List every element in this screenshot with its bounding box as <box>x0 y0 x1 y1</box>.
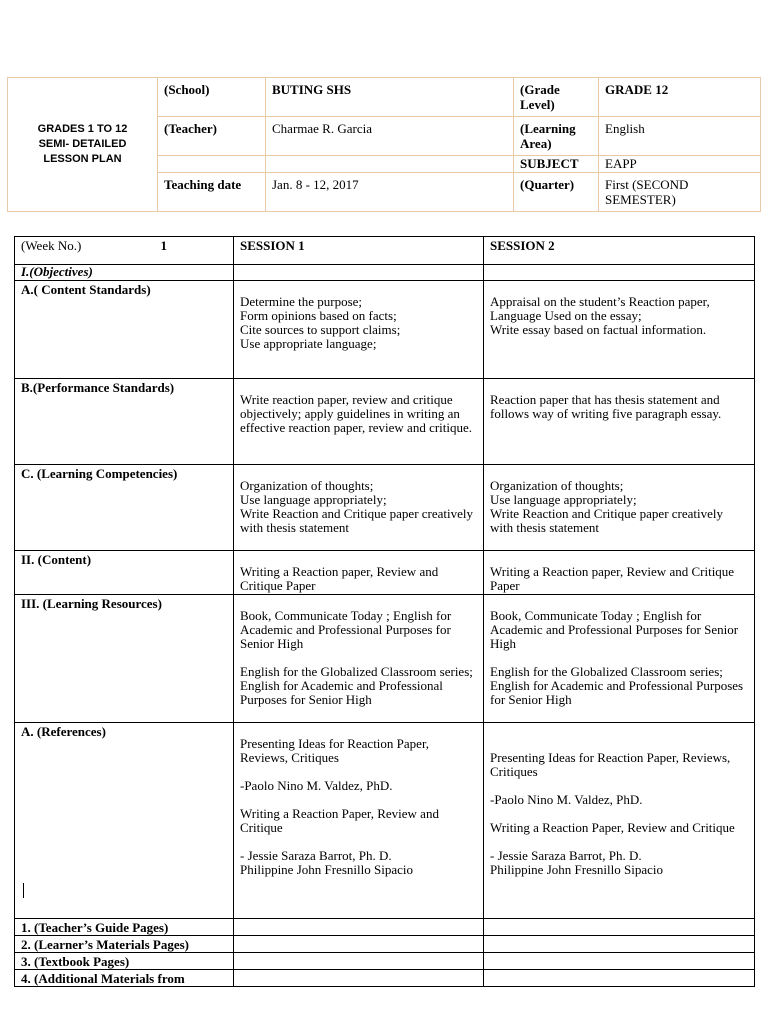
learning-area-label: (Learning Area) <box>514 117 599 156</box>
empty-cell <box>484 936 755 953</box>
text-line: Use language appropriately; <box>490 492 637 507</box>
text-line: Language Used on the essay; <box>490 308 642 323</box>
references-label-cell <box>15 723 234 919</box>
learning-area-value: English <box>599 117 761 156</box>
text-line: Appraisal on the student’s Reaction paper, <box>490 294 710 309</box>
references-label: A. (References) <box>21 724 106 739</box>
references-s1 <box>234 723 484 919</box>
reference-author: - Jessie Saraza Barrot, Ph. D. <box>240 848 392 863</box>
content-s2: Writing a Reaction paper, Review and Critique Paper <box>484 551 755 595</box>
content-s1: Writing a Reaction paper, Review and Critique Paper <box>234 551 484 595</box>
subject-value: EAPP <box>599 156 761 173</box>
content-label: II. (Content) <box>15 551 234 595</box>
learner-materials-label: 2. (Learner’s Materials Pages) <box>15 936 234 953</box>
school-label: (School) <box>158 78 266 117</box>
reference-author: - Jessie Saraza Barrot, Ph. D. <box>490 848 642 863</box>
teacher-guide-label: 1. (Teacher’s Guide Pages) <box>15 919 234 936</box>
resource-text: Book, Communicate Today ; English for Academic and Professional Purposes for Senior High <box>240 608 452 651</box>
resource-text: English for the Globalized Classroom series; English for Academic and Professional Purposes for Senior High <box>240 664 473 707</box>
objectives-label: I.(Objectives) <box>15 265 234 281</box>
empty-cell <box>234 970 484 987</box>
resource-text: English for the Globalized Classroom series; English for Academic and Professional Purposes for Senior High <box>490 664 744 707</box>
text-line: Write Reaction and Critique paper creatively with thesis statement <box>240 506 474 535</box>
empty-cell <box>266 156 514 173</box>
textbook-label: 3. (Textbook Pages) <box>15 953 234 970</box>
teaching-date-label: Teaching date <box>158 173 266 212</box>
quarter-label: (Quarter) <box>514 173 599 212</box>
empty-cell <box>484 953 755 970</box>
text-line: Use appropriate language; <box>240 336 377 351</box>
empty-cell <box>158 156 266 173</box>
text-line: Form opinions based on facts; <box>240 308 397 323</box>
empty-cell <box>234 265 484 281</box>
lesson-plan-header <box>7 77 761 212</box>
week-cell <box>15 237 234 265</box>
empty-cell <box>234 919 484 936</box>
text-line: Use language appropriately; <box>240 492 387 507</box>
title-line-1: GRADES 1 TO 12 <box>37 123 128 135</box>
session-1-header: SESSION 1 <box>234 237 484 265</box>
references-s2 <box>484 723 755 919</box>
text-line: Write Reaction and Critique paper creatively with thesis statement <box>490 506 724 535</box>
teaching-date-value: Jan. 8 - 12, 2017 <box>266 173 514 212</box>
text-line: Determine the purpose; <box>240 294 363 309</box>
reference-author: Philippine John Fresnillo Sipacio <box>240 862 413 877</box>
text-cursor <box>23 883 24 898</box>
lesson-plan-table <box>14 236 755 987</box>
performance-standards-s1: Write reaction paper, review and critique objectively; apply guidelines in writing an effective reaction paper, review and critique. <box>234 379 484 465</box>
reference-author: -Paolo Nino M. Valdez, PhD. <box>490 792 643 807</box>
learning-resources-label: III. (Learning Resources) <box>15 595 234 723</box>
text-line: Cite sources to support claims; <box>240 322 401 337</box>
empty-cell <box>484 970 755 987</box>
title-line-2: SEMI- DETAILED <box>38 138 127 150</box>
content-standards-s2 <box>484 281 755 379</box>
reference-title: Presenting Ideas for Reaction Paper, Reviews, Critiques <box>490 750 731 779</box>
content-standards-s1 <box>234 281 484 379</box>
week-label: (Week No.) <box>21 238 82 253</box>
performance-standards-label: B.(Performance Standards) <box>15 379 234 465</box>
reference-author: -Paolo Nino M. Valdez, PhD. <box>240 778 393 793</box>
empty-cell <box>234 936 484 953</box>
competencies-s1 <box>234 465 484 551</box>
title-line-3: LESSON PLAN <box>43 153 122 165</box>
text-line: Organization of thoughts; <box>240 478 374 493</box>
school-value: BUTING SHS <box>266 78 514 117</box>
empty-cell <box>234 953 484 970</box>
competencies-s2 <box>484 465 755 551</box>
subject-label: SUBJECT <box>514 156 599 173</box>
performance-standards-s2: Reaction paper that has thesis statement and follows way of writing five paragraph essay. <box>484 379 755 465</box>
resource-text: Book, Communicate Today ; English for Academic and Professional Purposes for Senior High <box>490 608 739 651</box>
text-line: Organization of thoughts; <box>490 478 624 493</box>
learning-resources-s1 <box>234 595 484 723</box>
empty-cell <box>484 265 755 281</box>
grade-label: (Grade Level) <box>514 78 599 117</box>
reference-title: Presenting Ideas for Reaction Paper, Reviews, Critiques <box>240 736 430 765</box>
content-standards-label: A.( Content Standards) <box>15 281 234 379</box>
quarter-value: First (SECOND SEMESTER) <box>599 173 761 212</box>
reference-title: Writing a Reaction Paper, Review and Critique <box>490 820 735 835</box>
grade-value: GRADE 12 <box>599 78 761 117</box>
reference-author: Philippine John Fresnillo Sipacio <box>490 862 663 877</box>
teacher-label: (Teacher) <box>158 117 266 156</box>
session-2-header: SESSION 2 <box>484 237 755 265</box>
empty-cell <box>484 919 755 936</box>
learning-resources-s2 <box>484 595 755 723</box>
week-value: 1 <box>160 238 167 253</box>
teacher-value: Charmae R. Garcia <box>266 117 514 156</box>
additional-materials-label: 4. (Additional Materials from <box>15 970 234 987</box>
document-title <box>8 78 158 212</box>
reference-title: Writing a Reaction Paper, Review and Critique <box>240 806 439 835</box>
text-line: Write essay based on factual information. <box>490 322 707 337</box>
competencies-label: C. (Learning Competencies) <box>15 465 234 551</box>
